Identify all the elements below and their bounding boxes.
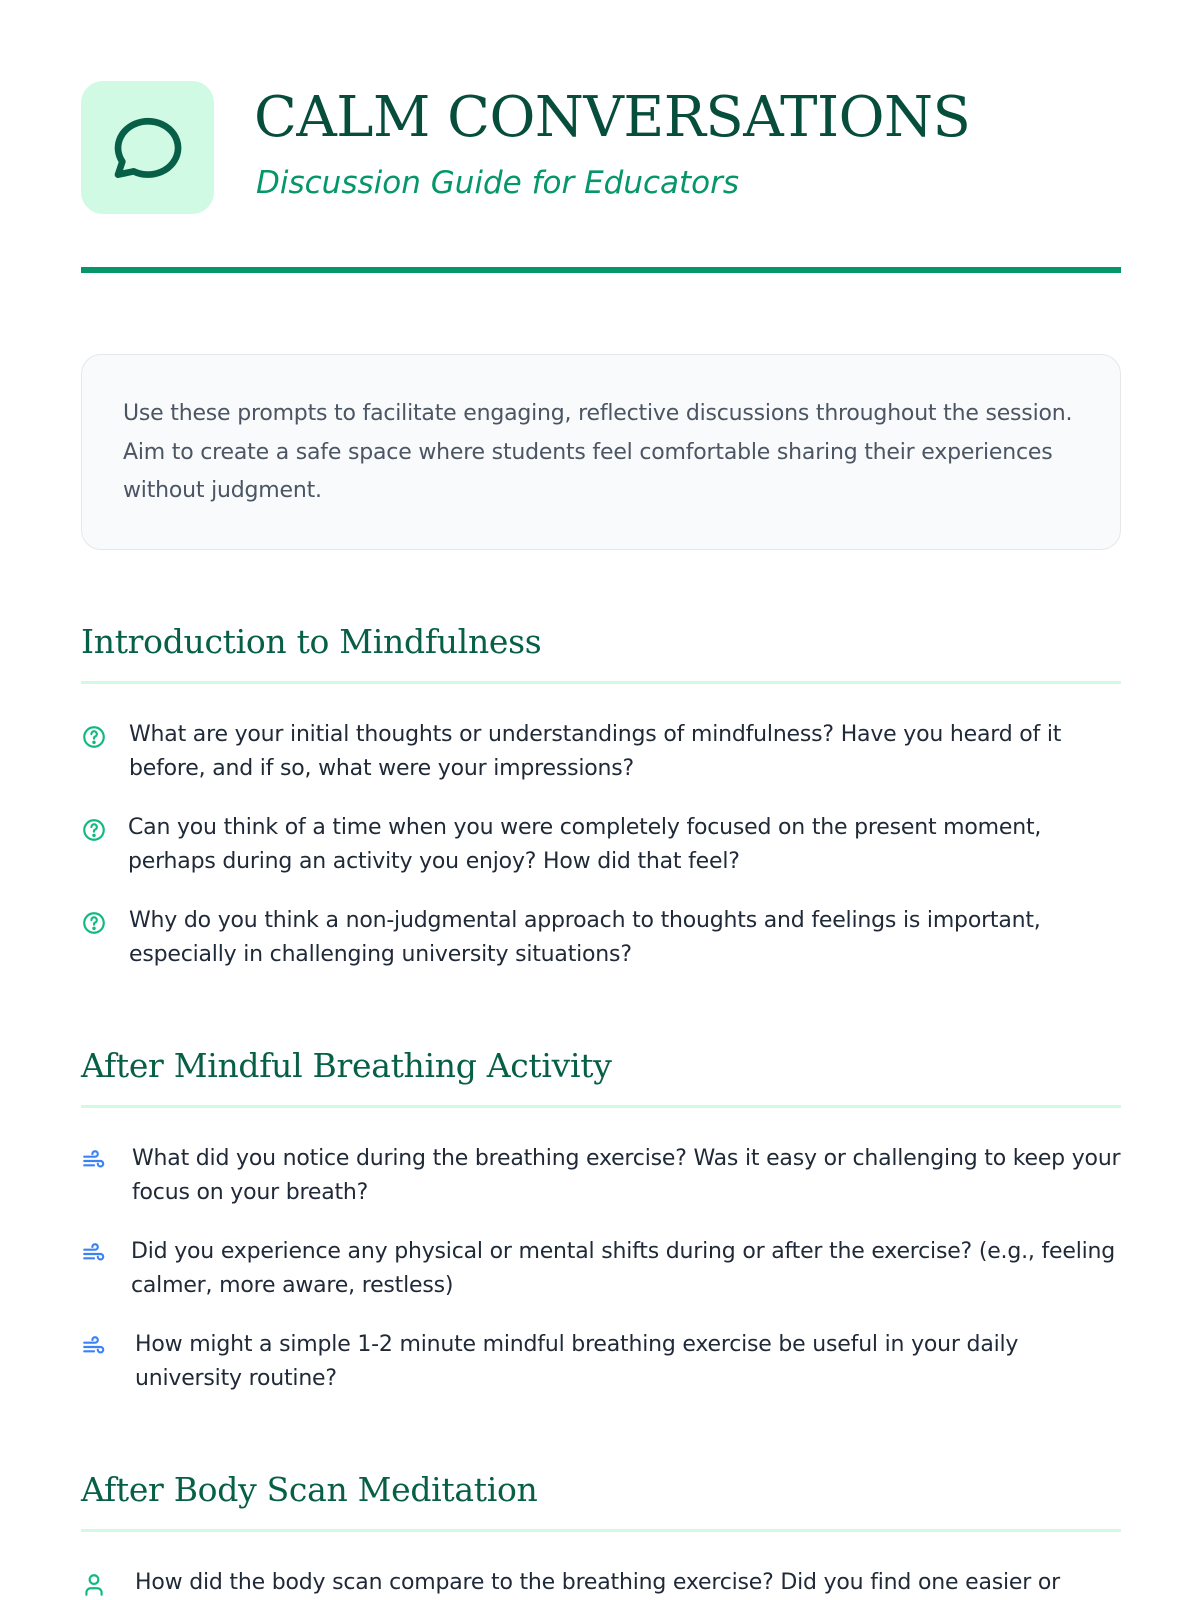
list-item (81, 904, 1121, 972)
wind-icon (81, 1334, 107, 1360)
question-circle-icon (81, 724, 107, 750)
section-introduction-to-mindfulness (81, 620, 1121, 967)
section-divider (81, 1529, 1121, 1532)
header-divider (81, 267, 1121, 273)
prompt-text: How did the body scan compare to the breathing exercise? Did you find one easier or (135, 1570, 1060, 1595)
section-after-mindful-breathing (81, 1044, 1121, 1391)
section-divider (81, 681, 1121, 684)
intro-text: Use these prompts to facilitate engaging, reflective discussions throughout the session. Aim to create a safe space where students feel comfortable sharing their experiences without judgment. (123, 401, 1073, 503)
prompt-text: Did you experience any physical or mental shifts during or after the exercise? (e.g., feeling calmer, more aware, restless) (131, 1239, 1116, 1298)
section-title: After Mindful Breathing Activity (81, 1046, 612, 1085)
logo (81, 81, 214, 214)
list-item (81, 1566, 1121, 1600)
prompt-text: Can you think of a time when you were completely focused on the present moment, perhaps during an activity you enjoy? How did that feel? (128, 815, 1042, 874)
question-circle-icon (81, 910, 107, 936)
wind-icon (81, 1241, 107, 1267)
section-title: Introduction to Mindfulness (81, 622, 542, 661)
prompt-text: What did you notice during the breathing exercise? Was it easy or challenging to keep your focus on your breath? (132, 1146, 1121, 1205)
discussion-guide-page (81, 0, 1121, 1595)
list-item (81, 1328, 1121, 1396)
list-item (81, 718, 1121, 786)
chat-bubble-icon (108, 108, 188, 188)
question-circle-icon (81, 817, 107, 843)
page-subtitle: Discussion Guide for Educators (256, 165, 740, 201)
section-after-body-scan (81, 1468, 1121, 1595)
wind-icon (81, 1148, 107, 1174)
page-title: CALM CONVERSATIONS (254, 85, 971, 150)
intro-box (81, 354, 1121, 550)
prompt-text: How might a simple 1-2 minute mindful breathing exercise be useful in your daily university routine? (135, 1332, 1019, 1391)
page-header (81, 0, 1121, 270)
prompt-text: Why do you think a non-judgmental approach to thoughts and feelings is important, especially in challenging university situations? (129, 908, 1041, 967)
list-item (81, 811, 1121, 879)
list-item (81, 1235, 1121, 1303)
prompt-text: What are your initial thoughts or understandings of mindfulness? Have you heard of it before, and if so, what were your impressions? (129, 722, 1062, 781)
person-icon (81, 1572, 107, 1598)
section-title: After Body Scan Meditation (81, 1470, 538, 1509)
list-item (81, 1142, 1121, 1210)
section-divider (81, 1105, 1121, 1108)
